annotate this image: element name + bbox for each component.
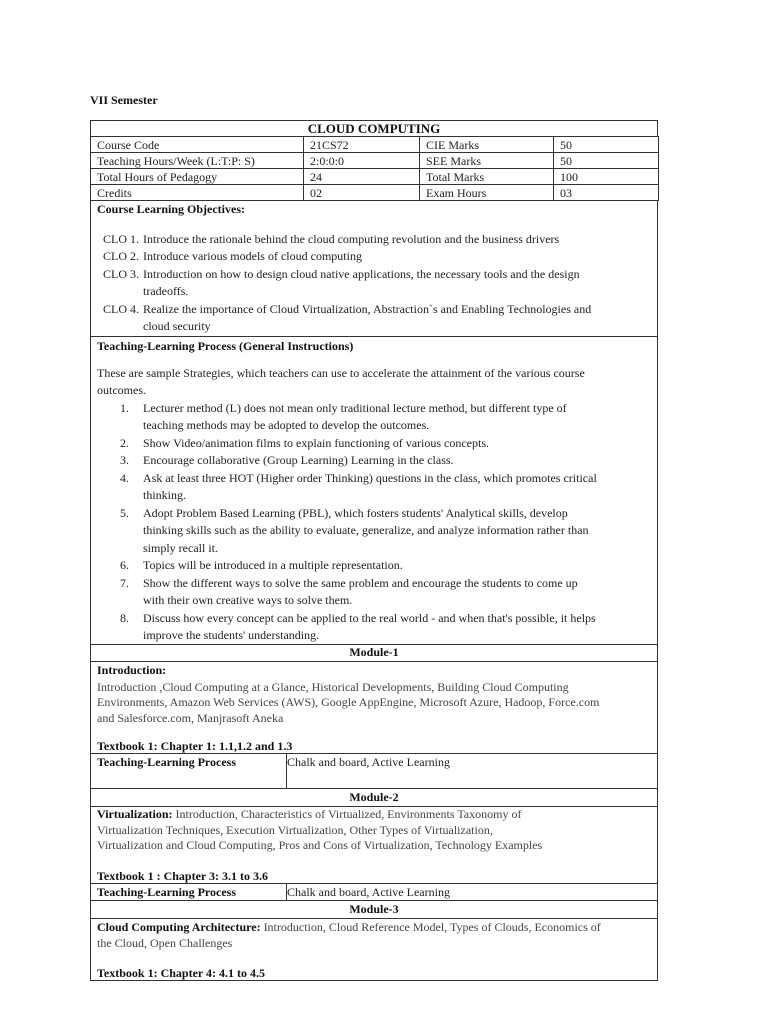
list-item-line: Introduce various models of cloud computing	[143, 249, 362, 263]
list-item-line: teaching methods may be adopted to develop the outcomes.	[143, 418, 430, 432]
text-line: These are sample Strategies, which teachers can use to accelerate the attainment of the various course	[97, 365, 585, 380]
module1-tl-label: Teaching-Learning Process	[91, 754, 287, 788]
info-row	[91, 153, 659, 169]
list-item-number: 1.	[120, 400, 129, 415]
list-item-line: Introduction on how to design cloud native applications, the necessary tools and the design	[143, 266, 580, 281]
list-item-number: CLO 2.	[103, 249, 139, 263]
semester-label: VII Semester	[90, 93, 158, 107]
info-value: 24	[304, 169, 420, 185]
info-row	[91, 137, 659, 153]
module1-topics	[91, 680, 657, 727]
list-item-number: 8.	[120, 610, 129, 625]
info-row	[91, 169, 659, 185]
list-item	[91, 301, 657, 336]
module3-topics	[91, 936, 657, 952]
info-label: CIE Marks	[420, 137, 554, 153]
list-item-line: Adopt Problem Based Learning (PBL), which fosters students' Analytical skills, develop	[143, 505, 568, 520]
list-item	[91, 266, 657, 301]
list-item	[91, 435, 657, 453]
list-item-line: Realize the importance of Cloud Virtualization, Abstraction`s and Enabling Technologies and	[143, 301, 592, 316]
list-item-number: 7.	[120, 575, 129, 590]
module1-header-row	[90, 644, 658, 662]
module2-textbook: Textbook 1 : Chapter 3: 3.1 to 3.6	[97, 868, 269, 883]
list-item	[91, 557, 657, 575]
list-item-line: Lecturer method (L) does not mean only traditional lecture method, but different type of	[143, 400, 567, 415]
module2-tl-label: Teaching-Learning Process	[91, 884, 287, 900]
module3-content	[90, 918, 658, 981]
list-item	[91, 400, 657, 435]
info-label: Credits	[91, 185, 304, 201]
module1-tl-value: Chalk and board, Active Learning	[287, 755, 450, 769]
objectives-section	[90, 200, 658, 337]
info-label: Total Hours of Pedagogy	[91, 169, 304, 185]
list-item-line: thinking skills such as the ability to evaluate, generalize, and analyze information rather than	[143, 523, 589, 537]
list-item-number: 4.	[120, 470, 129, 485]
module1-topic-title: Introduction:	[97, 663, 167, 677]
list-item-line: with their own creative ways to solve them.	[143, 593, 353, 607]
list-item-number: CLO 1.	[103, 231, 139, 246]
module1-tl-row	[90, 753, 658, 789]
text-line: Introduction ,Cloud Computing at a Glance, Historical Developments, Building Cloud Computing	[97, 679, 569, 694]
info-label: Exam Hours	[420, 185, 554, 201]
module2-heading: Module-2	[349, 790, 399, 804]
list-item-number: CLO 3.	[103, 266, 139, 281]
list-item-number: 5.	[120, 505, 129, 520]
info-row	[91, 185, 659, 201]
objectives-list	[91, 231, 657, 336]
info-value: 2:0:0:0	[304, 153, 420, 169]
list-item-line: Encourage collaborative (Group Learning) Learning in the class.	[143, 453, 454, 467]
list-item-line: tradeoffs.	[143, 284, 189, 298]
tlp-intro	[91, 365, 657, 400]
module2-tl-row	[90, 883, 658, 901]
list-item-line: Topics will be introduced in a multiple representation.	[143, 558, 403, 572]
module1-textbook: Textbook 1: Chapter 1: 1.1,1.2 and 1.3	[97, 739, 293, 753]
module2-tl-value: Chalk and board, Active Learning	[287, 885, 450, 899]
module1-heading: Module-1	[349, 645, 399, 659]
list-item	[91, 575, 657, 610]
list-item	[91, 470, 657, 505]
module2-first-line: Introduction, Characteristics of Virtualized, Environments Taxonomy of	[172, 807, 522, 821]
list-item-number: 3.	[120, 453, 129, 467]
module3-textbook: Textbook 1: Chapter 4: 4.1 to 4.5	[97, 966, 266, 980]
text-line: and Salesforce.com, Manjrasoft Aneka	[97, 710, 284, 725]
info-label: Teaching Hours/Week (L:T:P: S)	[91, 153, 304, 169]
info-label: SEE Marks	[420, 153, 554, 169]
list-item-line: Show Video/animation films to explain functioning of various concepts.	[143, 435, 490, 450]
list-item-line: thinking.	[143, 488, 187, 502]
list-item	[91, 452, 657, 470]
list-item	[91, 231, 657, 249]
text-line: Virtualization and Cloud Computing, Pros and Cons of Virtualization, Technology Examples	[97, 838, 543, 852]
tlp-list	[91, 400, 657, 645]
list-item-number: 2.	[120, 435, 129, 450]
list-item-line: Introduce the rationale behind the cloud computing revolution and the business drivers	[143, 231, 560, 246]
list-item-line: improve the students' understanding.	[143, 628, 320, 642]
module3-first-line: Introduction, Cloud Reference Model, Types of Clouds, Economics of	[260, 920, 601, 934]
module1-content	[90, 661, 658, 754]
list-item-number: 6.	[120, 558, 129, 572]
text-line: Environments, Amazon Web Services (AWS), Google AppEngine, Microsoft Azure, Hadoop, Force.com	[97, 695, 600, 709]
list-item-line: Discuss how every concept can be applied to the real world - and when that's possible, it helps	[143, 610, 596, 625]
info-value: 03	[554, 185, 659, 201]
info-value: 21CS72	[304, 137, 420, 153]
list-item-line: Ask at least three HOT (Higher order Thinking) questions in the class, which promotes critical	[143, 470, 597, 485]
list-item-line: cloud security	[143, 319, 211, 333]
text-line: Virtualization Techniques, Execution Virtualization, Other Types of Virtualization,	[97, 822, 493, 837]
module2-topics	[91, 823, 657, 854]
text-line: outcomes.	[97, 383, 146, 397]
list-item-number: CLO 4.	[103, 301, 139, 316]
info-label: Course Code	[91, 137, 304, 153]
text-line: the Cloud, Open Challenges	[97, 935, 233, 950]
list-item-line: Show the different ways to solve the same problem and encourage the students to come up	[143, 575, 578, 590]
course-info-table	[90, 136, 659, 201]
info-value: 50	[554, 137, 659, 153]
module3-topic-title: Cloud Computing Architecture:	[97, 920, 261, 934]
info-value: 100	[554, 169, 659, 185]
list-item-line: simply recall it.	[143, 540, 218, 555]
list-item	[91, 248, 657, 266]
list-item	[91, 505, 657, 558]
info-value: 02	[304, 185, 420, 201]
module2-header-row	[90, 788, 658, 807]
info-value: 50	[554, 153, 659, 169]
info-label: Total Marks	[420, 169, 554, 185]
list-item	[91, 610, 657, 645]
module2-topic-title: Virtualization:	[97, 807, 173, 821]
module3-header-row	[90, 900, 658, 919]
tlp-section	[90, 336, 658, 645]
tlp-heading: Teaching-Learning Process (General Instructions)	[97, 339, 354, 353]
course-title: CLOUD COMPUTING	[90, 120, 658, 137]
objectives-heading: Course Learning Objectives:	[97, 202, 245, 216]
module2-content	[90, 806, 658, 884]
module3-heading: Module-3	[349, 902, 399, 916]
